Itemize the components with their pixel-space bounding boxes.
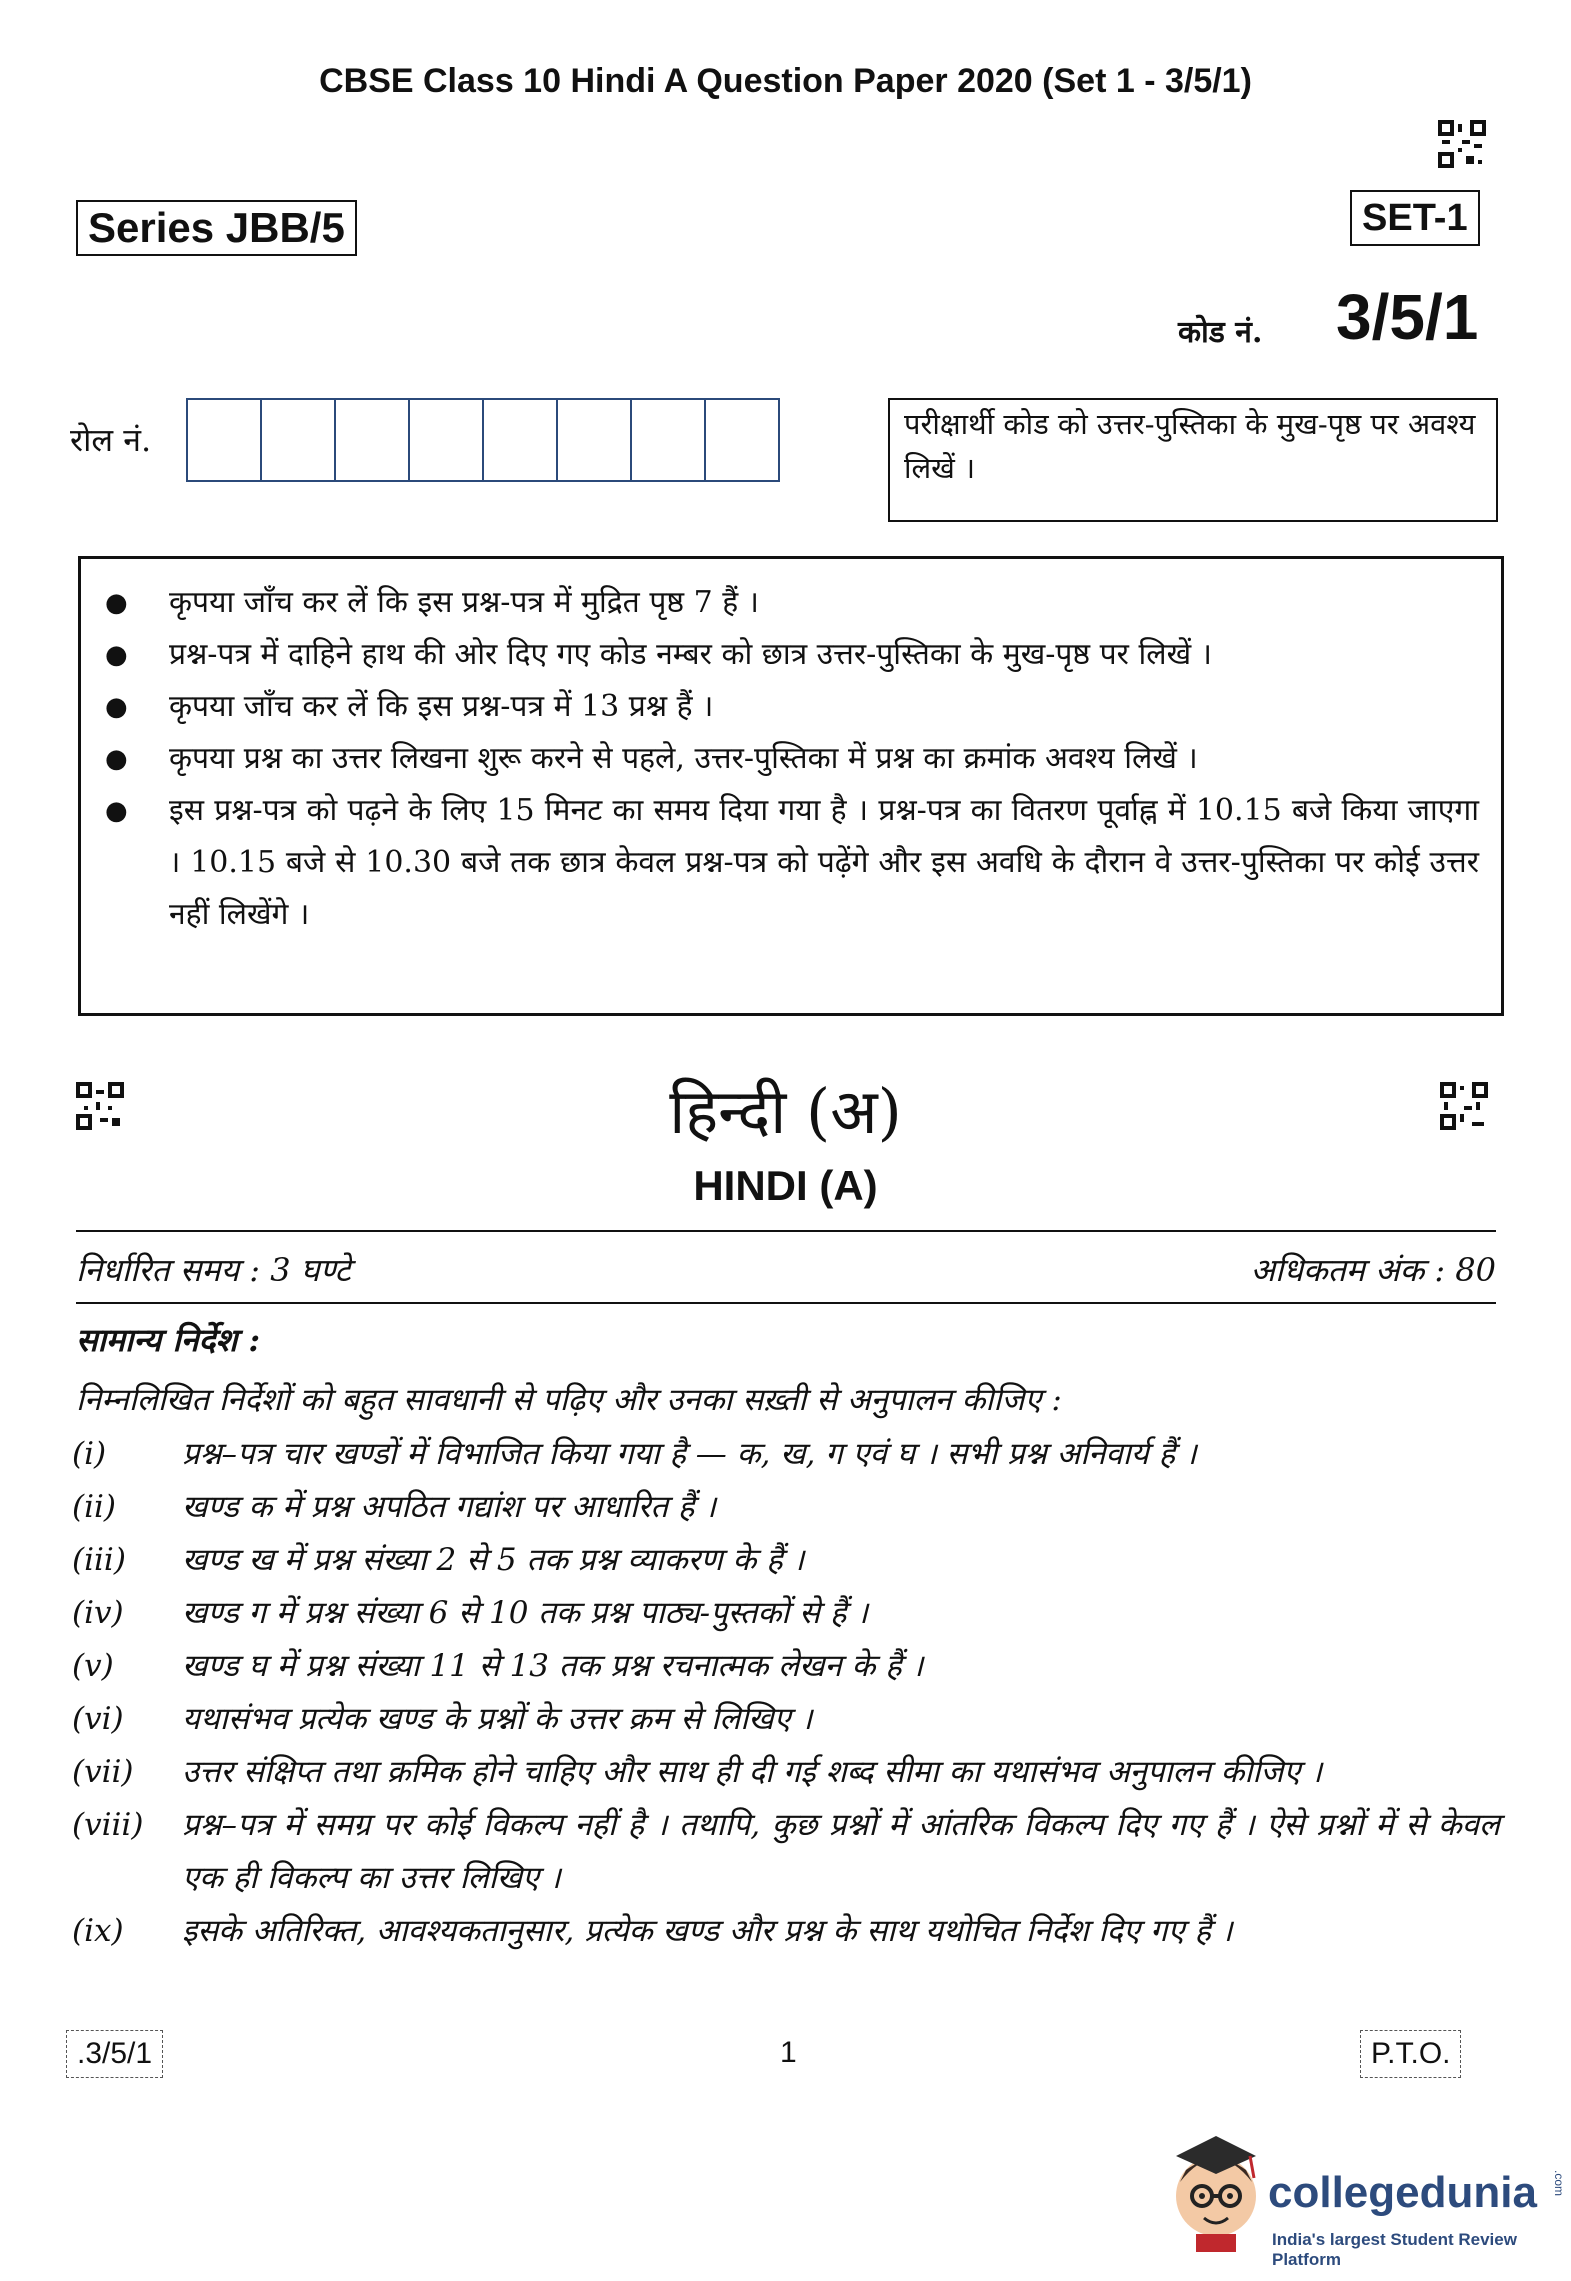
general-instructions-list <box>72 1428 1500 1958</box>
roll-number-label: रोल नं. <box>70 421 152 459</box>
roll-number-box[interactable] <box>410 400 484 480</box>
list-item: (vii) उत्तर संक्षिप्त तथा क्रमिक होने चाहिए और साथ ही दी गई शब्द सीमा का यथासंभव अनुपालन कीजिए । <box>72 1754 1323 1790</box>
roll-number-box[interactable] <box>558 400 632 480</box>
roll-number-box[interactable] <box>188 400 262 480</box>
instruction-item: ● कृपया जाँच कर लें कि इस प्रश्न-पत्र में 13 प्रश्न हैं । <box>105 681 1479 733</box>
bullet-icon: ● <box>105 640 128 670</box>
time-allowed: निर्धारित समय : 3 घण्टे <box>76 1251 351 1289</box>
instruction-item: ● कृपया जाँच कर लें कि इस प्रश्न-पत्र में मुद्रित पृष्ठ 7 हैं । <box>105 577 1479 629</box>
roll-number-box[interactable] <box>632 400 706 480</box>
roll-number-grid[interactable] <box>186 398 780 482</box>
brand-tagline: India's largest Student Review Platform <box>1272 2230 1517 2269</box>
instructions-box <box>78 556 1504 1016</box>
subject-title-english: HINDI (A) <box>693 1162 878 1209</box>
roll-number-box[interactable] <box>262 400 336 480</box>
footer-code: .3/5/1 <box>66 2030 163 2078</box>
brand-suffix: .com <box>1552 2170 1566 2197</box>
list-item: (vi) यथासंभव प्रत्येक खण्ड के प्रश्नों के उत्तर क्रम से लिखिए । <box>72 1701 813 1737</box>
list-item: (ix) इसके अतिरिक्त, आवश्यकतानुसार, प्रत्येक खण्ड और प्रश्न के साथ यथोचित निर्देश दिए गए हैं । <box>72 1913 1233 1949</box>
page-number: 1 <box>780 2036 797 2069</box>
divider <box>76 1230 1496 1232</box>
bullet-icon: ● <box>105 692 128 722</box>
general-instructions-heading: सामान्य निर्देश : <box>76 1321 261 1359</box>
bullet-icon: ● <box>105 744 128 774</box>
series-label: Series JBB/5 <box>76 200 357 256</box>
instruction-item: ● कृपया प्रश्न का उत्तर लिखना शुरू करने से पहले, उत्तर-पुस्तिका में प्रश्न का क्रमांक अवश्य लिखें । <box>105 733 1479 785</box>
bullet-icon: ● <box>105 588 128 618</box>
student-mascot-icon <box>1166 2126 1266 2252</box>
candidate-code-note: परीक्षार्थी कोड को उत्तर-पुस्तिका के मुख-पृष्ठ पर अवश्य लिखें । <box>888 398 1498 522</box>
roll-number-box[interactable] <box>484 400 558 480</box>
code-value: 3/5/1 <box>1336 281 1479 353</box>
list-item: (ii) खण्ड क में प्रश्न अपठित गद्यांश पर आधारित हैं । <box>72 1489 716 1525</box>
roll-number-box[interactable] <box>706 400 778 480</box>
general-instructions-intro: निम्नलिखित निर्देशों को बहुत सावधानी से पढ़िए और उनका सख़्ती से अनुपालन कीजिए : <box>76 1382 1062 1418</box>
divider <box>76 1302 1496 1304</box>
brand-name: collegedunia <box>1268 2168 1537 2217</box>
list-item: (i) प्रश्न–पत्र चार खण्डों में विभाजित किया गया है — क, ख, ग एवं घ । सभी प्रश्न अनिवार्य हैं । <box>72 1436 1197 1472</box>
list-item: (iv) खण्ड ग में प्रश्न संख्या 6 से 10 तक प्रश्न पाठ्य-पुस्तकों से हैं । <box>72 1595 869 1631</box>
pto-label: P.T.O. <box>1360 2030 1461 2078</box>
list-item: (viii) प्रश्न–पत्र में समग्र पर कोई विकल्प नहीं है । तथापि, कुछ प्रश्नों में आंतरिक विकल्प दिए गए हैं । ऐसे प्रश्नों में से केवल एक ही विकल्प का उत्तर लिखिए । <box>72 1807 1500 1896</box>
list-item: (v) खण्ड घ में प्रश्न संख्या 11 से 13 तक प्रश्न रचनात्मक लेखन के हैं । <box>72 1648 924 1684</box>
instruction-item: ● प्रश्न-पत्र में दाहिने हाथ की ओर दिए गए कोड नम्बर को छात्र उत्तर-पुस्तिका के मुख-पृष्ठ पर लिखें । <box>105 629 1479 681</box>
code-label: कोड नं. <box>1178 315 1263 350</box>
list-item: (iii) खण्ड ख में प्रश्न संख्या 2 से 5 तक प्रश्न व्याकरण के हैं । <box>72 1542 805 1578</box>
set-label: SET-1 <box>1350 190 1480 246</box>
instruction-item: ● इस प्रश्न-पत्र को पढ़ने के लिए 15 मिनट का समय दिया गया है । प्रश्न-पत्र का वितरण पूर्वाह्न में 10.15 बजे किया जाएगा । 10.15 बजे से 10.30 बजे तक छात्र केवल प्रश्न-पत्र को पढ़ेंगे और इस अवधि के दौरान वे उत्तर-पुस्तिका पर कोई उत्तर नहीं लिखेंगे । <box>105 785 1479 941</box>
bullet-icon: ● <box>105 796 128 826</box>
page-title: CBSE Class 10 Hindi A Question Paper 2020 (Set 1 - 3/5/1) <box>319 62 1252 100</box>
roll-number-box[interactable] <box>336 400 410 480</box>
qr-code-icon <box>1438 120 1486 168</box>
subject-title-hindi: हिन्दी (अ) <box>669 1075 902 1148</box>
maximum-marks: अधिकतम अंक : 80 <box>1250 1251 1496 1289</box>
